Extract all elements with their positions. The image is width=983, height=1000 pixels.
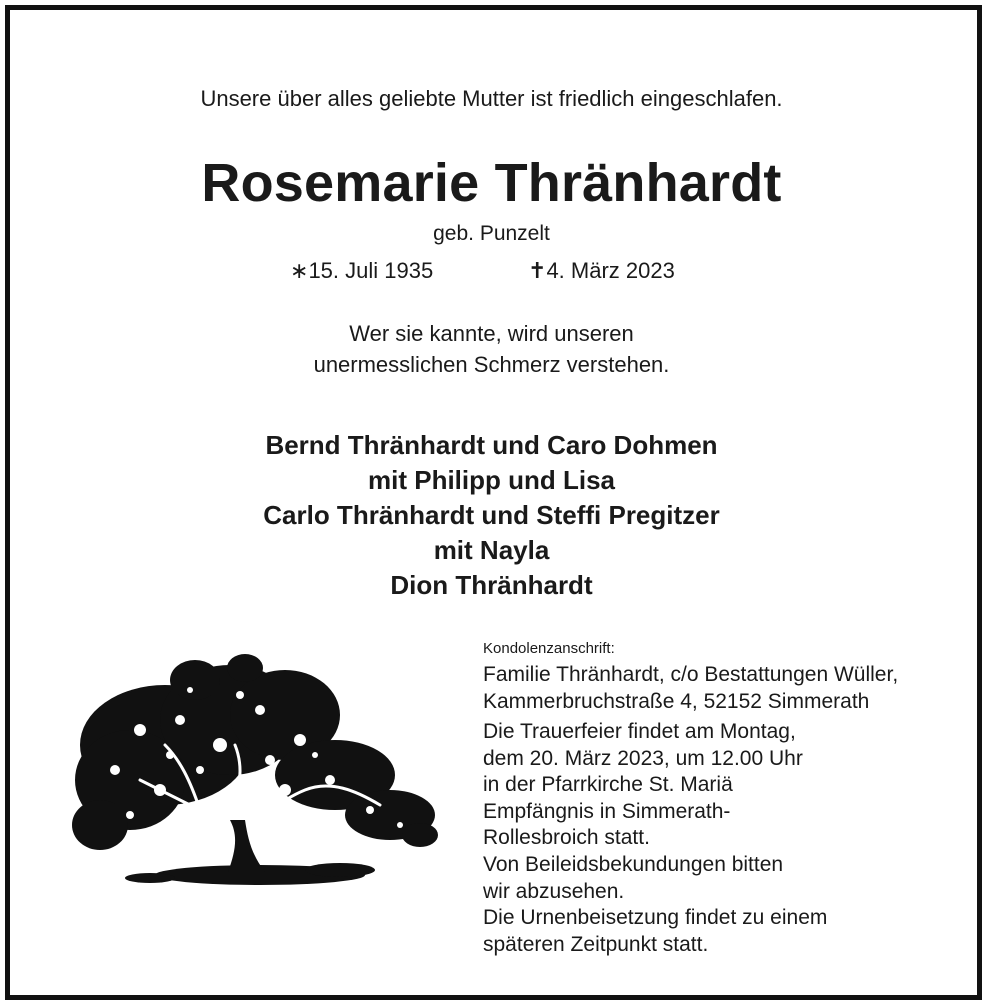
condolence-address-line: Familie Thränhardt, c/o Bestattungen Wüller, <box>483 663 899 686</box>
info-line: wir abzusehen. <box>483 879 625 903</box>
death-cross-icon: ✝ <box>528 258 547 283</box>
funeral-info <box>483 719 953 958</box>
family-line: mit Philipp und Lisa <box>368 465 615 495</box>
birth-star-icon: ∗ <box>290 258 309 283</box>
quote-line: unermesslichen Schmerz verstehen. <box>313 352 670 377</box>
condolence-label: Kondolenzanschrift: <box>483 640 615 657</box>
tree-illustration <box>70 650 445 890</box>
death-date <box>528 258 675 284</box>
birth-date <box>290 258 433 284</box>
info-line: Von Beileidsbekundungen bitten <box>483 852 784 876</box>
death-date-text: 4. März 2023 <box>546 258 675 283</box>
family-list <box>0 428 983 603</box>
info-line: in der Pfarrkirche St. Mariä <box>483 773 733 797</box>
intro-text: Unsere über alles geliebte Mutter ist friedlich eingeschlafen. <box>200 86 783 111</box>
info-line: späteren Zeitpunkt statt. <box>483 932 709 956</box>
condolence-address-line: Kammerbruchstraße 4, 52152 Simmerath <box>483 690 870 713</box>
family-line: Bernd Thränhardt und Caro Dohmen <box>265 430 718 460</box>
family-line: Dion Thränhardt <box>390 570 593 600</box>
family-line: Carlo Thränhardt und Steffi Pregitzer <box>263 500 720 530</box>
info-line: Die Trauerfeier findet am Montag, <box>483 720 796 743</box>
deceased-name: Rosemarie Thränhardt <box>201 153 782 213</box>
info-line: Die Urnenbeisetzung findet zu einem <box>483 906 828 930</box>
birth-name: geb. Punzelt <box>433 222 550 245</box>
info-line: Empfängnis in Simmerath- <box>483 799 731 823</box>
info-column <box>483 640 953 958</box>
family-line: mit Nayla <box>433 535 550 565</box>
info-line: Rollesbroich statt. <box>483 826 650 850</box>
info-line: dem 20. März 2023, um 12.00 Uhr <box>483 746 803 770</box>
birth-date-text: 15. Juli 1935 <box>308 258 434 283</box>
quote <box>0 318 983 380</box>
quote-line: Wer sie kannte, wird unseren <box>349 321 634 346</box>
